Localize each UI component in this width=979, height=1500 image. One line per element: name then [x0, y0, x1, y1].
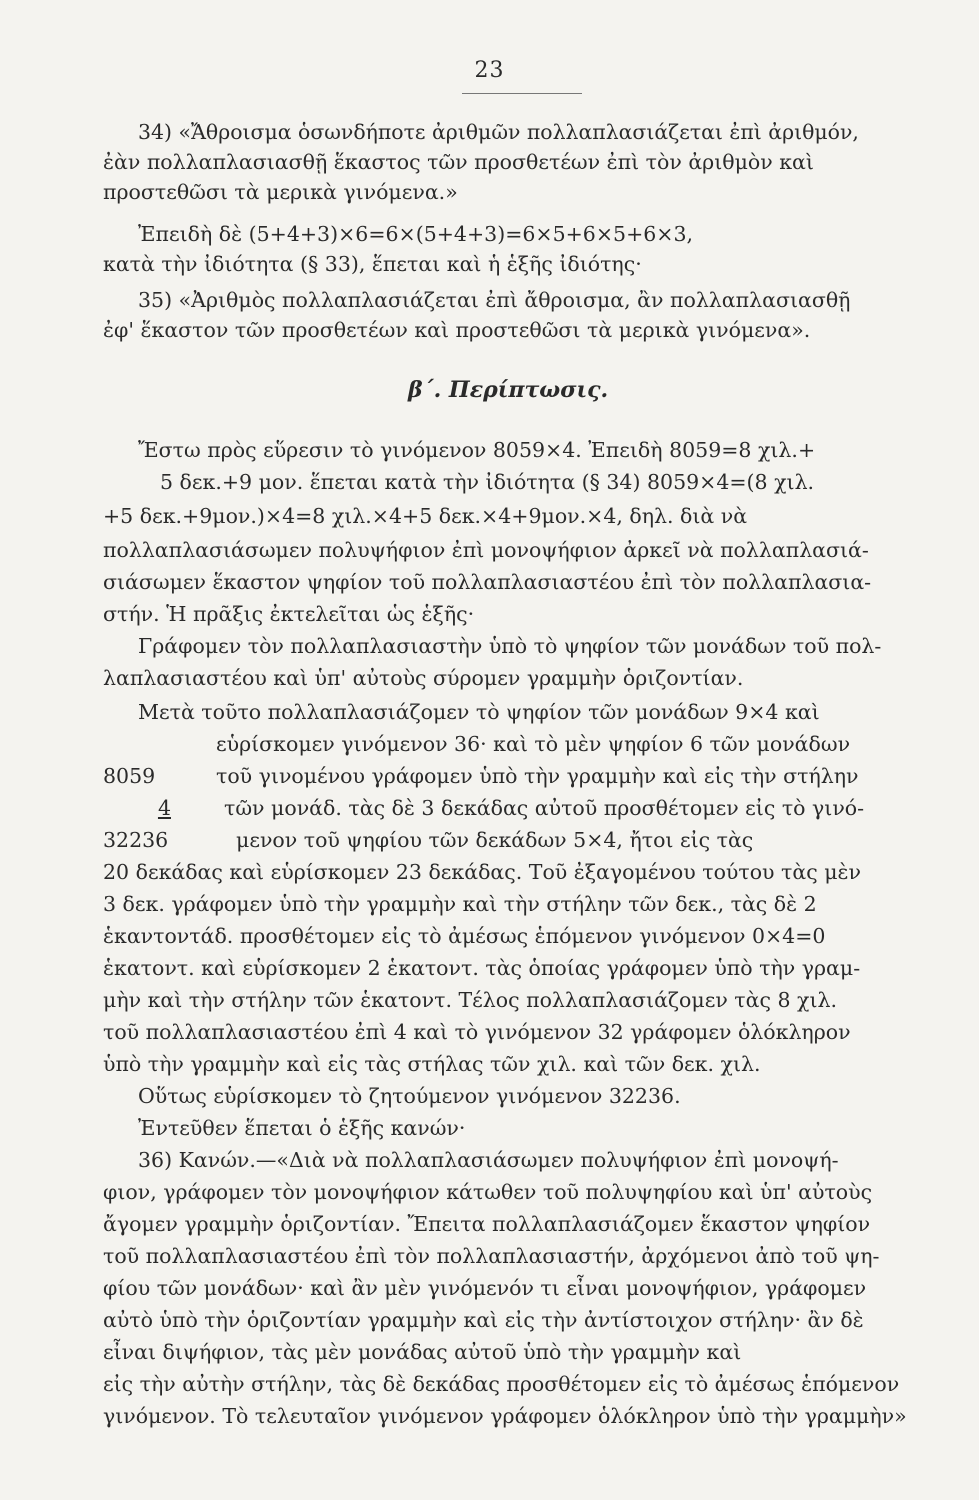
- text-line: γινόμενον. Τὸ τελευταῖον γινόμενον γράφομεν ὁλόκληρον ὑπὸ τὴν γραμμὴν»: [103, 1404, 907, 1428]
- text-line: προστεθῶσι τὰ μερικὰ γινόμενα.»: [103, 180, 458, 204]
- text-line: τῶν μονάδ. τὰς δὲ 3 δεκάδας αὐτοῦ προσθέτομεν εἰς τὸ γινό-: [224, 796, 865, 820]
- rule-paragraph-start: 36) Κανών.—«Διὰ νὰ πολλαπλασιάσωμεν πολυψήφιον ἐπὶ μονοψή-: [138, 1148, 839, 1172]
- text-line: 5 δεκ.+9 μον. ἕπεται κατὰ τὴν ἰδιότητα (§ 34) 8059×4=(8 χιλ.: [160, 470, 815, 494]
- text-line: τοῦ πολλαπλασιαστέου ἐπὶ τὸν πολλαπλασιαστήν, ἀρχόμενοι ἀπὸ τοῦ ψη-: [103, 1244, 880, 1268]
- text-line: Γράφομεν τὸν πολλαπλασιαστὴν ὑπὸ τὸ ψηφίον τῶν μονάδων τοῦ πολ-: [138, 634, 882, 658]
- text-line: εἰς τὴν αὐτὴν στήλην, τὰς δὲ δεκάδας προσθέτομεν εἰς τὸ ἀμέσως ἑπόμενον: [103, 1372, 900, 1396]
- section-heading: β΄. Περίπτωσις.: [408, 377, 609, 403]
- text-line: Ἐπειδὴ δὲ (5+4+3)×6=6×(5+4+3)=6×5+6×5+6×3,: [138, 222, 694, 246]
- text-line: φίου τῶν μονάδων· καὶ ἂν μὲν γινόμενόν τι εἶναι μονοψήφιον, γράφομεν: [103, 1276, 867, 1300]
- text-line: Μετὰ τοῦτο πολλαπλασιάζομεν τὸ ψηφίον τῶν μονάδων 9×4 καὶ: [138, 700, 820, 724]
- text-line: εὑρίσκομεν γινόμενον 36· καὶ τὸ μὲν ψηφίον 6 τῶν μονάδων: [216, 732, 851, 756]
- text-line: 3 δεκ. γράφομεν ὑπὸ τὴν γραμμὴν καὶ τὴν στήλην τῶν δεκ., τὰς δὲ 2: [103, 892, 817, 916]
- page-number: 23: [474, 58, 505, 83]
- text-line: +5 δεκ.+9μον.)×4=8 χιλ.×4+5 δεκ.×4+9μον.×4, δηλ. διὰ νὰ: [103, 504, 748, 528]
- text-line: κατὰ τὴν ἰδιότητα (§ 33), ἕπεται καὶ ἡ ἑξῆς ἰδιότης·: [103, 252, 642, 276]
- text-line: ὑπὸ τὴν γραμμὴν καὶ εἰς τὰς στήλας τῶν χιλ. καὶ τῶν δεκ. χιλ.: [103, 1052, 761, 1076]
- text-line: 34) «Ἄθροισμα ὁσωνδήποτε ἀριθμῶν πολλαπλασιάζεται ἐπὶ ἀριθμόν,: [138, 120, 859, 144]
- text-line: εἶναι διψήφιον, τὰς μὲν μονάδας αὐτοῦ ὑπὸ τὴν γραμμὴν καὶ: [103, 1340, 742, 1364]
- text-line: ἐφ' ἕκαστον τῶν προσθετέων καὶ προστεθῶσι τὰ μερικὰ γινόμενα».: [103, 318, 811, 342]
- text-line: σιάσωμεν ἕκαστον ψηφίον τοῦ πολλαπλασιαστέου ἐπὶ τὸν πολλαπλασια-: [103, 570, 872, 594]
- multiplicand: 8059: [103, 764, 156, 788]
- text-line: μὴν καὶ τὴν στήλην τῶν ἑκατοντ. Τέλος πολλαπλασιάζομεν τὰς 8 χιλ.: [103, 988, 838, 1012]
- text-line: τοῦ πολλαπλασιαστέου ἐπὶ 4 καὶ τὸ γινόμενον 32 γράφομεν ὁλόκληρον: [103, 1020, 851, 1044]
- text-line: Οὕτως εὑρίσκομεν τὸ ζητούμενον γινόμενον 32236.: [138, 1084, 681, 1108]
- text-line: ἄγομεν γραμμὴν ὁριζοντίαν. Ἔπειτα πολλαπλασιάζομεν ἕκαστον ψηφίον: [103, 1212, 871, 1236]
- text-line: ἑκατοντ. καὶ εὑρίσκομεν 2 ἑκατοντ. τὰς ὁποίας γράφομεν ὑπὸ τὴν γραμ-: [103, 956, 861, 980]
- multiplier: 4: [157, 796, 171, 820]
- text-line: 35) «Ἀριθμὸς πολλαπλασιάζεται ἐπὶ ἄθροισμα, ἂν πολλαπλασιασθῇ: [138, 288, 851, 312]
- text-line: τοῦ γινομένου γράφομεν ὑπὸ τὴν γραμμὴν καὶ εἰς τὴν στήλην: [216, 764, 859, 788]
- text-line: 20 δεκάδας καὶ εὑρίσκομεν 23 δεκάδας. Τοῦ ἐξαγομένου τούτου τὰς μὲν: [103, 860, 861, 884]
- text-line: αὐτὸ ὑπὸ τὴν ὁριζοντίαν γραμμὴν καὶ εἰς τὴν ἀντίστοιχον στήλην· ἂν δὲ: [103, 1308, 864, 1332]
- text-line: φιον, γράφομεν τὸν μονοψήφιον κάτωθεν τοῦ πολυψηφίου καὶ ὑπ' αὐτοὺς: [103, 1180, 873, 1204]
- text-line: πολλαπλασιάσωμεν πολυψήφιον ἐπὶ μονοψήφιον ἀρκεῖ νὰ πολλαπλασιά-: [103, 538, 869, 562]
- text-line: ἑκαντοντάδ. προσθέτομεν εἰς τὸ ἀμέσως ἑπόμενον γινόμενον 0×4=0: [103, 924, 826, 948]
- header-rule: [462, 93, 582, 94]
- product: 32236: [103, 828, 169, 852]
- text-line: ἐὰν πολλαπλασιασθῇ ἕκαστος τῶν προσθετέων ἐπὶ τὸν ἀριθμὸν καὶ: [103, 150, 814, 174]
- text-line: μενον τοῦ ψηφίου τῶν δεκάδων 5×4, ἤτοι εἰς τὰς: [236, 828, 754, 852]
- text-line: Ἔστω πρὸς εὕρεσιν τὸ γινόμενον 8059×4. Ἐπειδὴ 8059=8 χιλ.+: [138, 438, 816, 462]
- text-line: λαπλασιαστέου καὶ ὑπ' αὐτοὺς σύρομεν γραμμὴν ὁριζοντίαν.: [103, 666, 744, 690]
- text-line: Ἐντεῦθεν ἕπεται ὁ ἑξῆς κανών·: [138, 1116, 466, 1140]
- text-line: στήν. Ἡ πρᾶξις ἐκτελεῖται ὡς ἑξῆς·: [103, 602, 475, 626]
